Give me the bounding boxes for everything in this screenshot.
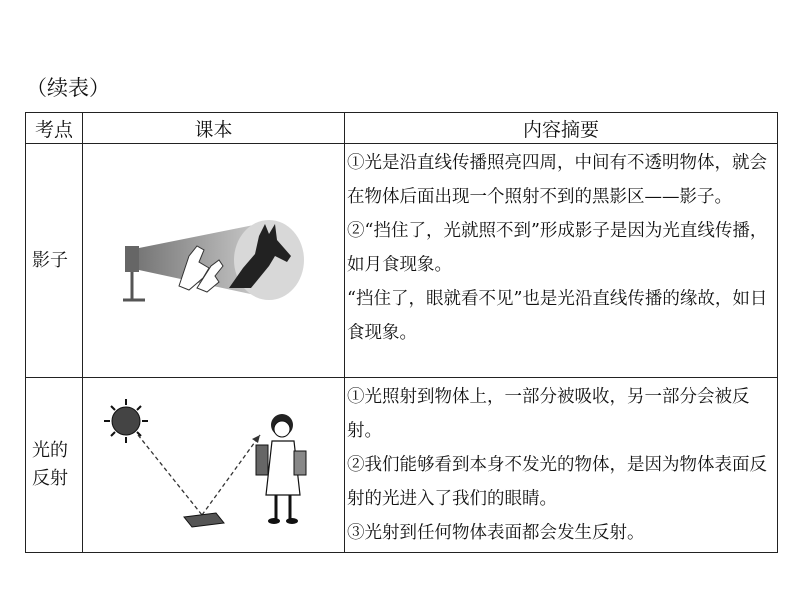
summary-line: ②我们能够看到本身不发光的物体，是因为物体表面反射的光进入了我们的眼睛。 — [347, 455, 767, 509]
reflection-illustration — [83, 378, 345, 553]
summary-line: ①光照射到物体上，一部分被吸收，另一部分会被反射。 — [347, 387, 750, 441]
summary-line: ②“挡住了，光就照不到”形成影子是因为光直线传播，如月食现象。 — [347, 221, 768, 275]
summary-line: ③光射到任何物体表面都会发生反射。 — [347, 523, 645, 543]
table-header-row — [26, 113, 778, 144]
table-caption: （续表） — [26, 76, 110, 100]
header-summary: 内容摘要 — [345, 113, 778, 144]
table-row-reflection — [26, 378, 778, 553]
header-topic: 考点 — [26, 113, 83, 144]
summary-reflection — [345, 378, 778, 553]
sun-icon — [104, 399, 148, 443]
hand-shadow-icon — [119, 216, 309, 306]
header-textbook: 课本 — [83, 113, 345, 144]
summary-line: “挡住了，眼就看不见”也是光沿直线传播的缘故，如日食现象。 — [347, 289, 768, 343]
book-icon — [184, 513, 224, 527]
topic-reflection: 光的反射 — [26, 378, 83, 553]
summary-line: ①光是沿直线传播照亮四周，中间有不透明物体，就会在物体后面出现一个照射不到的黑影区——影子。 — [347, 153, 767, 207]
reflection-diagram-icon — [104, 395, 324, 535]
topic-shadow: 影子 — [26, 144, 83, 378]
shadow-illustration — [83, 144, 345, 378]
summary-table — [25, 112, 778, 553]
girl-icon — [256, 414, 306, 524]
table-row-shadow — [26, 144, 778, 378]
summary-shadow — [345, 144, 778, 378]
